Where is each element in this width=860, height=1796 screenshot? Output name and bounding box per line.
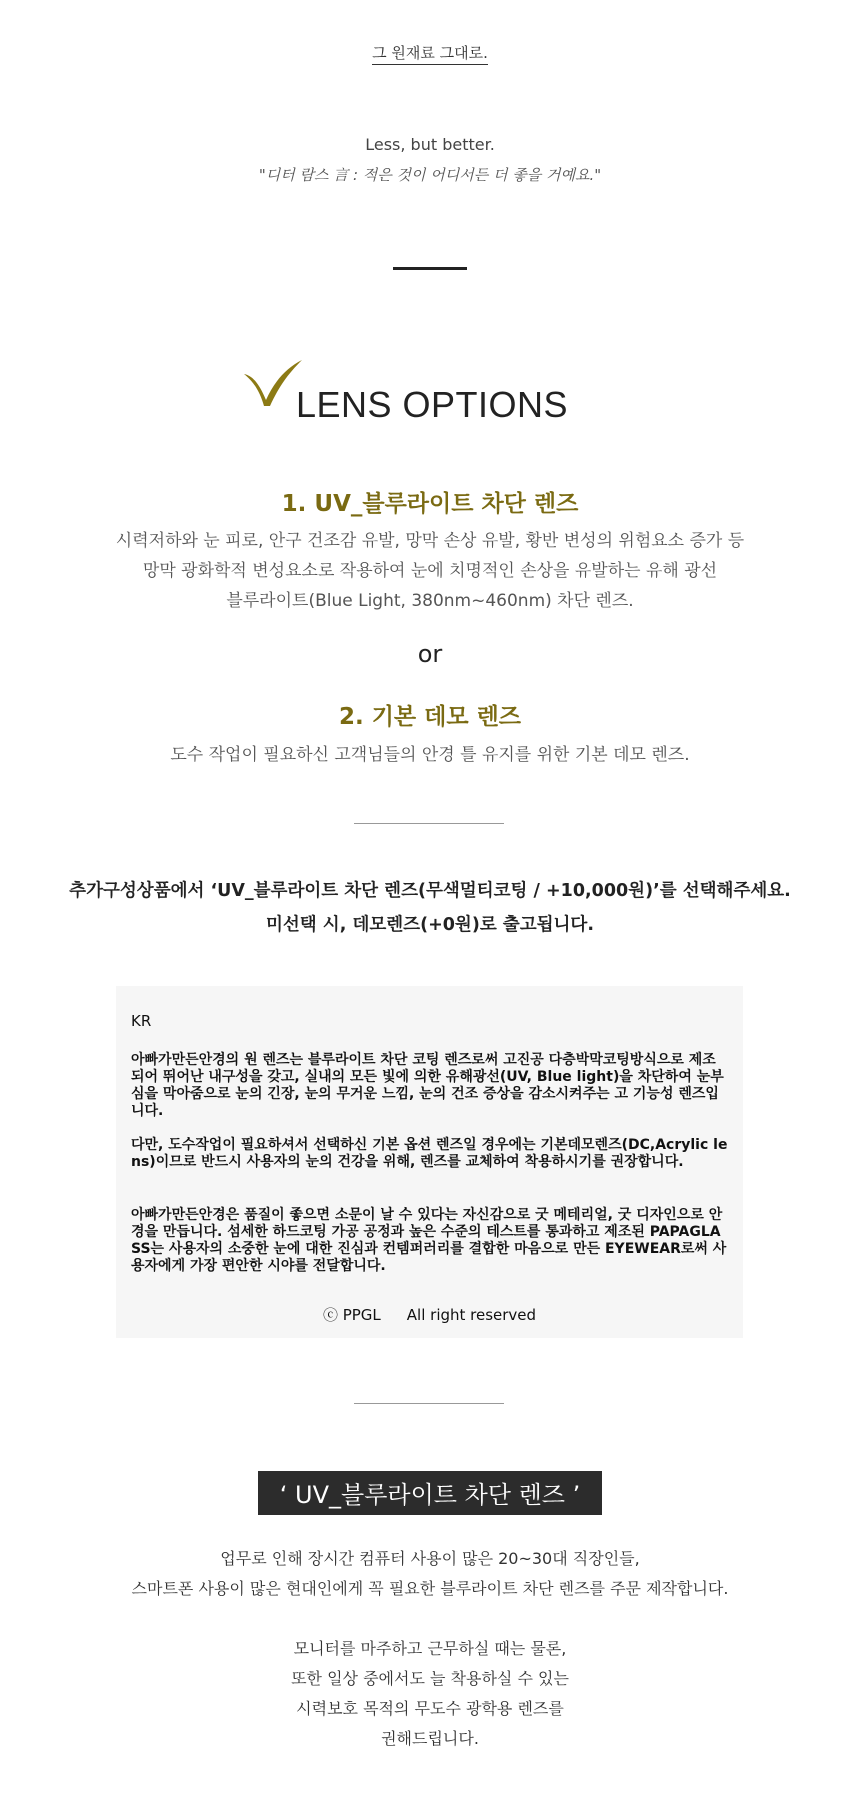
option1-line: 시력저하와 눈 피로, 안구 건조감 유발, 망막 손상 유발, 황반 변성의 위험요소 증가 등	[115, 531, 745, 551]
top-title	[0, 42, 860, 63]
info-paragraph: 아빠가만든안경의 원 렌즈는 블루라이트 차단 코팅 렌즈로써 고진공 다층박막코팅방식으로 제조되어 뛰어난 내구성을 갖고, 실내의 모든 빛에 의한 유해광선(UV, Blue light)을 차단하여 눈부심을 막아줌으로 눈의 긴장, 눈의 무거운 느낌, 눈의 건조 증상을 감소시켜주는 고 기능성 렌즈입니다.	[131, 1052, 724, 1119]
uv-recommendation-line: 권해드립니다.	[381, 1729, 479, 1748]
uv-lens-badge: ‘ UV_블루라이트 차단 렌즈 ’	[258, 1471, 602, 1515]
lens-options-heading	[244, 360, 624, 440]
uv-description-block	[0, 1544, 860, 1604]
or-separator: or	[417, 640, 443, 668]
copyright-line	[116, 1304, 743, 1325]
info-paragraph: 아빠가만든안경은 품질이 좋으면 소문이 날 수 있다는 자신감으로 굿 메테리얼, 굿 디자인으로 안경을 만듭니다. 섬세한 하드코팅 가공 공정과 높은 수준의 테스트를 통과하고 제조된 PAPAGLASS는 사용자의 소중한 눈에 대한 진심과 컨템퍼러리를 결합한 마음으로 만든 EYEWEAR로써 사용자에게 가장 편안한 시야를 전달합니다.	[131, 1207, 727, 1274]
section-divider	[393, 267, 467, 270]
option1-line: 블루라이트(Blue Light, 380nm~460nm) 차단 렌즈.	[226, 591, 634, 611]
lens-options-title: LENS OPTIONS	[296, 384, 569, 425]
uv-badge-row	[0, 1471, 860, 1515]
language-label: KR	[131, 1012, 152, 1030]
notice-line: 미선택 시, 데모렌즈(+0원)로 출고됩니다.	[266, 915, 594, 935]
option2-description: 도수 작업이 필요하신 고객님들의 안경 틀 유지를 위한 기본 데모 렌즈.	[170, 745, 690, 765]
uv-recommendation-block	[0, 1634, 860, 1754]
notice-line: 추가구성상품에서 ‘UV_블루라이트 차단 렌즈(무색멀티코팅 / +10,000원)’를 선택해주세요.	[69, 881, 791, 901]
quote-english: Less, but better.	[365, 135, 495, 154]
option1-description	[0, 526, 860, 616]
uv-recommendation-line: 시력보호 목적의 무도수 광학용 렌즈를	[296, 1699, 564, 1718]
quote-korean: "디터 람스 言 : 적은 것이 어디서든 더 좋을 거예요."	[258, 166, 602, 184]
divider	[354, 823, 504, 824]
option1-line: 망막 광화학적 변성요소로 작용하여 눈에 치명적인 손상을 유발하는 유해 광선	[142, 561, 718, 581]
option-notice	[0, 874, 860, 942]
uv-recommendation-line: 모니터를 마주하고 근무하실 때는 물론,	[293, 1639, 567, 1658]
checkmark-icon	[244, 360, 304, 410]
uv-recommendation-line: 또한 일상 중에서도 늘 착용하실 수 있는	[291, 1669, 569, 1688]
uv-description-line: 스마트폰 사용이 많은 현대인에게 꼭 필요한 블루라이트 차단 렌즈를 주문 제작합니다.	[131, 1579, 729, 1598]
option1-title: 1. UV_블루라이트 차단 렌즈	[281, 491, 579, 517]
option2-title: 2. 기본 데모 렌즈	[338, 704, 522, 730]
divider	[354, 1403, 504, 1404]
top-title-text: 그 원재료 그대로.	[372, 44, 488, 65]
uv-description-line: 업무로 인해 장시간 컴퓨터 사용이 많은 20~30대 직장인들,	[220, 1549, 640, 1568]
copyright-brand: ⓒ PPGL	[322, 1306, 381, 1324]
info-paragraph: 다만, 도수작업이 필요하셔서 선택하신 기본 옵션 렌즈일 경우에는 기본데모렌즈(DC,Acrylic lens)이므로 반드시 사용자의 눈의 건강을 위해, 렌즈를 교체하여 착용하시기를 권장합니다.	[131, 1137, 728, 1170]
lens-info-box	[116, 986, 743, 1338]
copyright-text: All right reserved	[406, 1306, 537, 1324]
